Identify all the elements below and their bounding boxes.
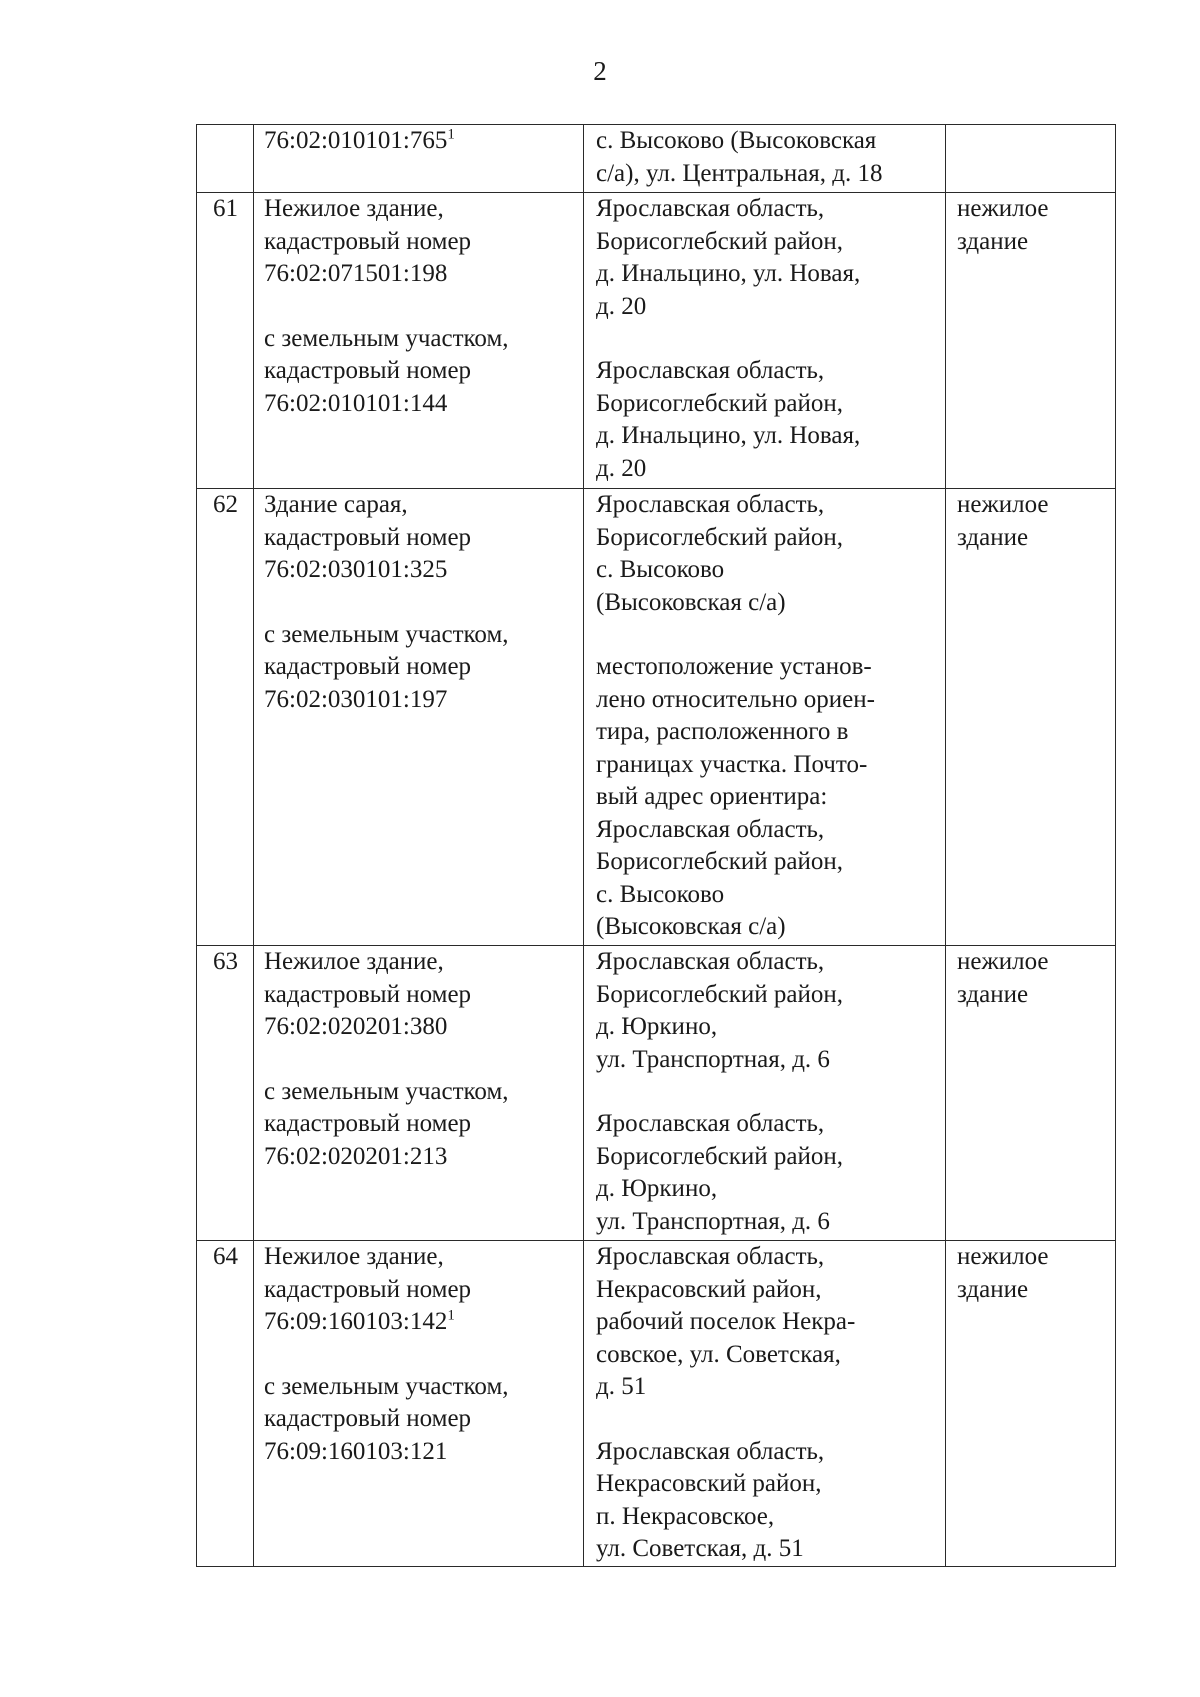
- text-line: Ярославская область,: [596, 815, 825, 843]
- text-line: тира, расположенного в: [596, 718, 849, 745]
- table-row: [197, 1241, 1116, 1567]
- text-line: Некрасовский район,: [596, 1470, 822, 1497]
- purpose-cell: [946, 125, 1116, 193]
- object-cell: [254, 1241, 584, 1567]
- object-cell: [254, 946, 584, 1241]
- text-line: нежилое: [957, 491, 1049, 518]
- text-line: нежилое: [957, 1243, 1049, 1270]
- text-line: кадастровый номер: [264, 653, 472, 680]
- text-line: с земельным участком,: [264, 620, 509, 648]
- text-line: здание: [957, 980, 1029, 1008]
- address-cell: [584, 946, 946, 1241]
- text-line: кадастровый номер: [264, 357, 472, 384]
- text-line: д. 51: [596, 1373, 647, 1400]
- text-line: с/а), ул. Центральная, д. 18: [596, 159, 883, 187]
- property-table-body: [197, 125, 1116, 1567]
- text-line: ул. Транспортная, д. 6: [596, 1045, 830, 1073]
- object-description: [264, 1076, 577, 1174]
- address-cell: [584, 1241, 946, 1567]
- text-line: с. Высоково: [596, 556, 725, 583]
- text-line: д. Юркино,: [596, 1013, 718, 1040]
- text-line: рабочий поселок Некра-: [596, 1308, 856, 1335]
- text-line: Борисоглебский район,: [596, 389, 843, 417]
- address-block: [596, 946, 939, 1076]
- text-line: д. Инальцино, ул. Новая,: [596, 422, 861, 449]
- text-line: Ярославская область,: [596, 1437, 825, 1465]
- text-line: 76:02:030101:325: [264, 556, 448, 583]
- text-line: д. Юркино,: [596, 1175, 718, 1202]
- row-number: 62: [197, 489, 254, 946]
- object-description: [264, 1371, 577, 1469]
- text-line: 76:09:160103:121: [264, 1437, 448, 1465]
- text-line: Борисоглебский район,: [596, 980, 843, 1008]
- text-line: кадастровый номер: [264, 227, 472, 255]
- text-line: 76:02:071501:198: [264, 260, 448, 287]
- text-line: кадастровый номер: [264, 1275, 472, 1303]
- text-line: совское, ул. Советская,: [596, 1340, 841, 1368]
- object-description: [264, 1241, 577, 1339]
- row-number: 64: [197, 1241, 254, 1567]
- page-number: 2: [593, 56, 607, 86]
- address-cell: [584, 489, 946, 946]
- text-line: Ярославская область,: [596, 1110, 825, 1137]
- address-block: [596, 125, 939, 190]
- address-block: [596, 651, 939, 944]
- text-line: Борисоглебский район,: [596, 523, 843, 551]
- text-line: с земельным участком,: [264, 1372, 509, 1400]
- text-line: ул. Советская, д. 51: [596, 1535, 804, 1562]
- address-block: [596, 489, 939, 619]
- purpose-cell: [946, 946, 1116, 1241]
- text-line: Ярославская область,: [596, 1243, 825, 1270]
- text-line: (Высоковская с/а): [596, 588, 786, 616]
- table-row: [197, 489, 1116, 946]
- property-table: [196, 124, 1116, 1567]
- text-line: п. Некрасовское,: [596, 1502, 775, 1530]
- address-cell: [584, 125, 946, 193]
- object-cell: [254, 489, 584, 946]
- text-line: с земельным участком,: [264, 1077, 509, 1105]
- text-line: Нежилое здание,: [264, 1243, 444, 1270]
- text-line: 76:02:010101:144: [264, 389, 448, 417]
- text-line: Ярославская область,: [596, 195, 825, 222]
- text-line: кадастровый номер: [264, 1110, 472, 1137]
- object-description: [264, 946, 577, 1044]
- text-line: 76:02:020201:380: [264, 1013, 448, 1040]
- row-number: 63: [197, 946, 254, 1241]
- address-block: [596, 1108, 939, 1238]
- text-line: здание: [957, 1275, 1029, 1303]
- purpose-cell: [946, 193, 1116, 489]
- address-block: [596, 1241, 939, 1404]
- text-line: местоположение установ-: [596, 653, 872, 680]
- footnote-marker: 1: [447, 126, 455, 143]
- text-line: с. Высоково (Высоковская: [596, 127, 877, 154]
- text-line: с земельным участком,: [264, 324, 509, 352]
- object-description: [264, 619, 577, 717]
- text-line: ул. Транспортная, д. 6: [596, 1207, 830, 1235]
- address-block: [596, 193, 939, 323]
- object-cell: [254, 193, 584, 489]
- text-line: Ярославская область,: [596, 491, 825, 518]
- footnote-marker: 1: [447, 1307, 455, 1324]
- address-cell: [584, 193, 946, 489]
- table-row: [197, 946, 1116, 1241]
- text-line: здание: [957, 523, 1029, 551]
- text-line: 76:02:020201:213: [264, 1142, 448, 1170]
- row-number: [197, 125, 254, 193]
- text-line: кадастровый номер: [264, 523, 472, 551]
- text-line: д. 20: [596, 292, 647, 320]
- text-line: Нежилое здание,: [264, 195, 444, 222]
- text-line: вый адрес ориентира:: [596, 783, 828, 810]
- text-line: здание: [957, 227, 1029, 255]
- table-row: [197, 193, 1116, 489]
- object-cell: [254, 125, 584, 193]
- text-line: Здание сарая,: [264, 491, 408, 518]
- text-line: с. Высоково: [596, 880, 725, 908]
- text-line: Некрасовский район,: [596, 1275, 822, 1303]
- object-description: [264, 323, 577, 421]
- row-number: 61: [197, 193, 254, 489]
- text-line: д. 20: [596, 454, 647, 482]
- text-line: Ярославская область,: [596, 948, 825, 975]
- text-line: кадастровый номер: [264, 1405, 472, 1432]
- text-line: Ярославская область,: [596, 357, 825, 384]
- text-line: лено относительно ориен-: [596, 685, 875, 713]
- text-line: $76:02:010101:765^1$: [264, 126, 455, 154]
- object-description: [264, 125, 577, 158]
- text-line: нежилое: [957, 948, 1049, 975]
- address-block: [596, 355, 939, 485]
- text-line: Нежилое здание,: [264, 948, 444, 975]
- text-line: 76:02:030101:197: [264, 685, 448, 713]
- object-description: [264, 489, 577, 587]
- text-line: $76:09:160103:142^1$: [264, 1307, 455, 1335]
- text-line: (Высоковская с/а): [596, 913, 786, 940]
- text-line: Борисоглебский район,: [596, 227, 843, 255]
- text-line: Борисоглебский район,: [596, 1142, 843, 1170]
- purpose-cell: [946, 1241, 1116, 1567]
- address-block: [596, 1436, 939, 1566]
- text-line: нежилое: [957, 195, 1049, 222]
- text-line: границах участка. Почто-: [596, 750, 868, 778]
- text-line: Борисоглебский район,: [596, 848, 843, 875]
- text-line: д. Инальцино, ул. Новая,: [596, 260, 861, 287]
- text-line: кадастровый номер: [264, 980, 472, 1008]
- purpose-cell: [946, 489, 1116, 946]
- object-description: [264, 193, 577, 291]
- table-row: [197, 125, 1116, 193]
